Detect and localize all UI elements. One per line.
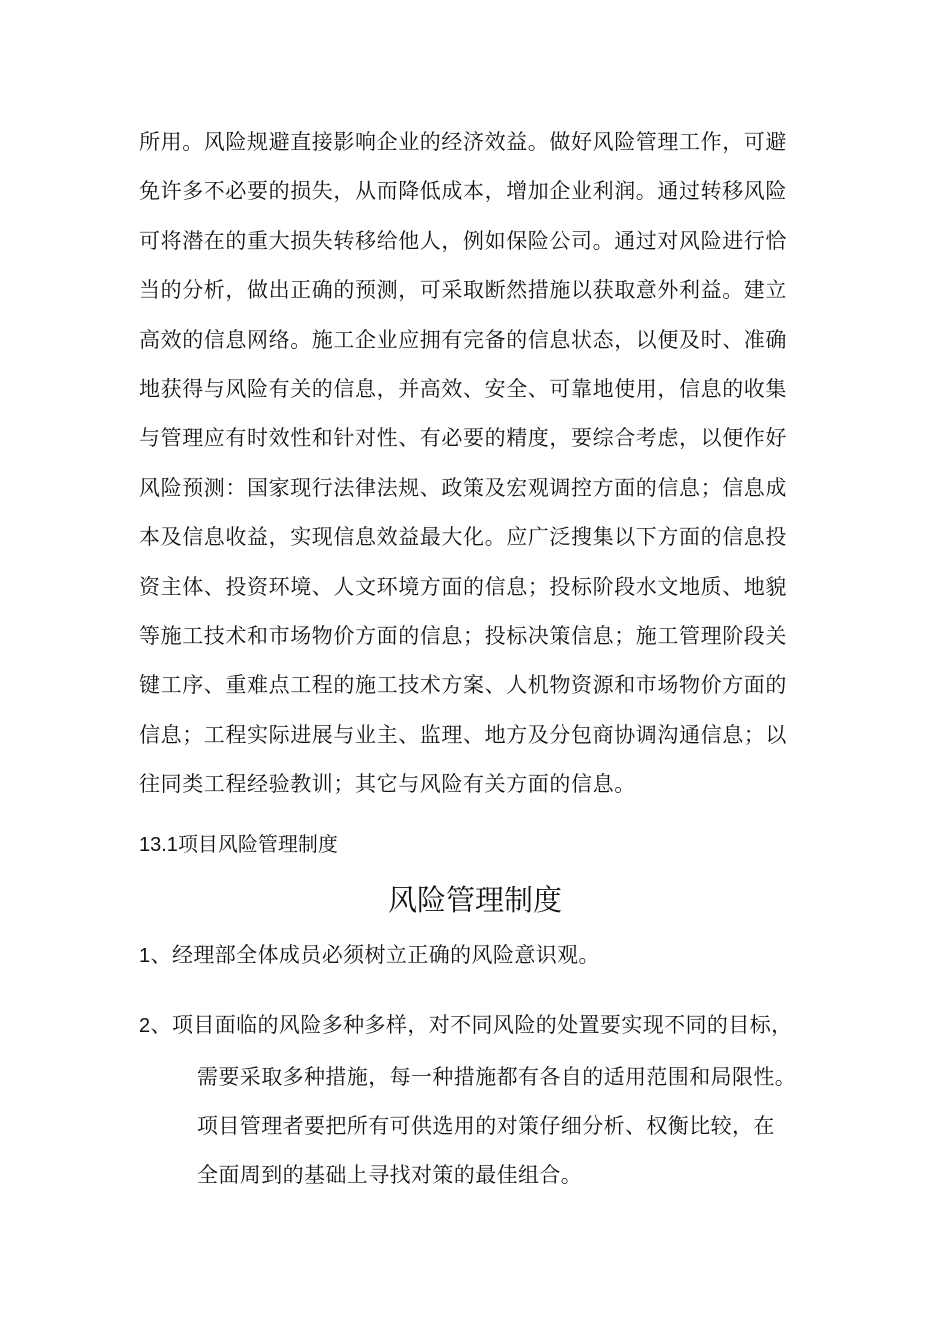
paragraph-line: 键工序、重难点工程的施工技术方案、人机物资源和市场物价方面的 [139,673,787,698]
list-item-text: 经理部全体成员必须树立正确的风险意识观。 [171,943,600,967]
body-paragraph [139,118,829,809]
paragraph-line: 当的分析，做出正确的预测，可采取断然措施以获取意外利益。建立 [139,278,787,303]
paragraph-line: 信息；工程实际进展与业主、监理、地方及分包商协调沟通信息；以 [139,722,787,747]
paragraph-line: 等施工技术和市场物价方面的信息；投标决策信息；施工管理阶段关 [139,623,787,648]
section-number: 13.1 [139,834,178,856]
paragraph-line: 往同类工程经验教训；其它与风险有关方面的信息。 [139,772,636,797]
paragraph-line: 可将潜在的重大损失转移给他人，例如保险公司。通过对风险进行恰 [139,228,787,253]
list-item-number: 1 [139,945,151,967]
section-title: 项目风险管理制度 [177,832,338,856]
paragraph-line: 所用。风险规避直接影响企业的经济效益。做好风险管理工作，可避 [139,130,787,154]
paragraph-line: 风险预测：国家现行法律法规、政策及宏观调控方面的信息；信息成 [139,475,787,500]
paragraph-line: 本及信息收益，实现信息效益最大化。应广泛搜集以下方面的信息投 [139,525,787,550]
list-item-separator: 、 [150,943,172,967]
paragraph-line: 免许多不必要的损失，从而降低成本，增加企业利润。通过转移风险 [139,179,787,204]
list-item-text: 项目面临的风险多种多样，对不同风险的处置要实现不同的目标， [171,1013,793,1037]
section-heading [139,826,338,863]
list-item-continuation: 项目管理者要把所有可供选用的对策仔细分析、权衡比较，在 [197,1114,775,1138]
paragraph-line: 与管理应有时效性和针对性、有必要的精度，要综合考虑，以便作好 [139,426,787,451]
paragraph-line: 资主体、投资环境、人文环境方面的信息；投标阶段水文地质、地貌 [139,574,787,599]
paragraph-line: 地获得与风险有关的信息，并高效、安全、可靠地使用，信息的收集 [139,376,787,401]
list-item [139,935,600,976]
list-item-continuation: 需要采取多种措施，每一种措施都有各自的适用范围和局限性。 [197,1065,797,1089]
list-item-continuation: 全面周到的基础上寻找对策的最佳组合。 [197,1163,583,1187]
list-item-number: 2 [139,1015,151,1037]
document-title: 风险管理制度 [387,883,562,917]
list-item-separator: 、 [150,1013,172,1037]
list-item [139,1005,793,1046]
paragraph-line: 高效的信息网络。施工企业应拥有完备的信息状态，以便及时、准确 [139,327,787,352]
